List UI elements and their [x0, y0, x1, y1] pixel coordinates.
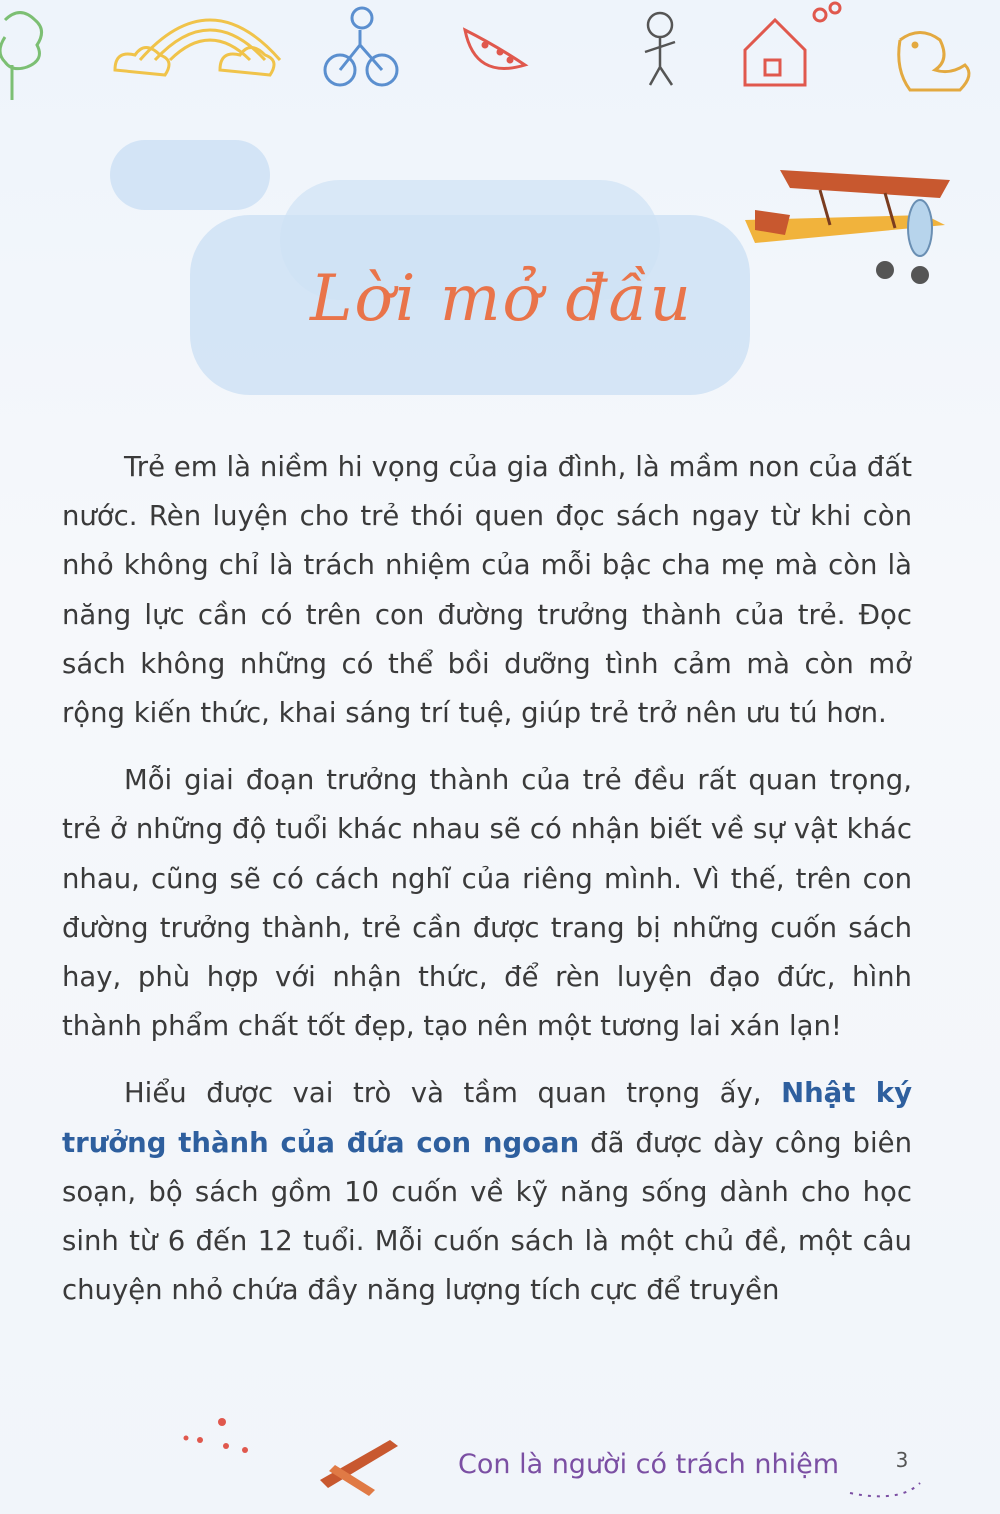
- page-title: Lời mở đầu: [310, 262, 693, 336]
- tree-icon: [0, 13, 42, 101]
- airplane-illustration: [735, 150, 980, 295]
- header-doodles: [0, 0, 1000, 110]
- body-text: [62, 443, 912, 1333]
- book-series-title: Nhật ký trưởng thành của đứa con ngoan: [62, 1077, 912, 1159]
- paragraph: [62, 1069, 912, 1315]
- paragraph: Trẻ em là niềm hi vọng của gia đình, là mầm non của đất nước. Rèn luyện cho trẻ thói quen đọc sách ngay từ khi còn nhỏ không chỉ là trách nhiệm của mỗi bậc cha mẹ mà còn là năng lực cần có trên con đường trưởng thành của trẻ. Đọc sách không những có thể bồi dưỡng tình cảm mà còn mở rộng kiến thức, khai sáng trí tuệ, giúp trẻ trở nên ưu tú hơn.: [62, 451, 912, 730]
- girl-icon: [645, 13, 675, 85]
- watermelon-icon: [465, 30, 525, 68]
- cloud-decoration: [110, 140, 270, 210]
- paragraph: Mỗi giai đoạn trưởng thành của trẻ đều rất quan trọng, trẻ ở những độ tuổi khác nhau sẽ có nhận biết về sự vật khác nhau, cũng sẽ có cách nghĩ của riêng mình. Vì thế, trên con đường trưởng thành, trẻ cần được trang bị những cuốn sách hay, phù hợp với nhận thức, để rèn luyện đạo đức, hình thành phẩm chất tốt đẹp, tạo nên một tương lai xán lạn!: [62, 764, 912, 1043]
- cyclist-icon: [325, 8, 397, 85]
- book-title: Con là người có trách nhiệm: [458, 1449, 840, 1480]
- hearts-icon: [184, 1418, 249, 1453]
- house-icon: [745, 3, 840, 85]
- paragraph-text: đã được dày công biên soạn, bộ sách gồm 10 cuốn về kỹ năng sống dành cho học sinh từ 6 đến 12 tuổi. Mỗi cuốn sách là một chủ đề, một câu chuyện nhỏ chứa đầy năng lượng tích cực để truyền: [62, 1126, 912, 1307]
- rainbow-icon: [115, 20, 280, 75]
- small-airplane-icon: [320, 1440, 398, 1496]
- paragraph-text: Hiểu được vai trò và tầm quan trọng ấy,: [124, 1077, 782, 1110]
- dog-icon: [899, 33, 969, 91]
- page-number: 3: [895, 1448, 909, 1472]
